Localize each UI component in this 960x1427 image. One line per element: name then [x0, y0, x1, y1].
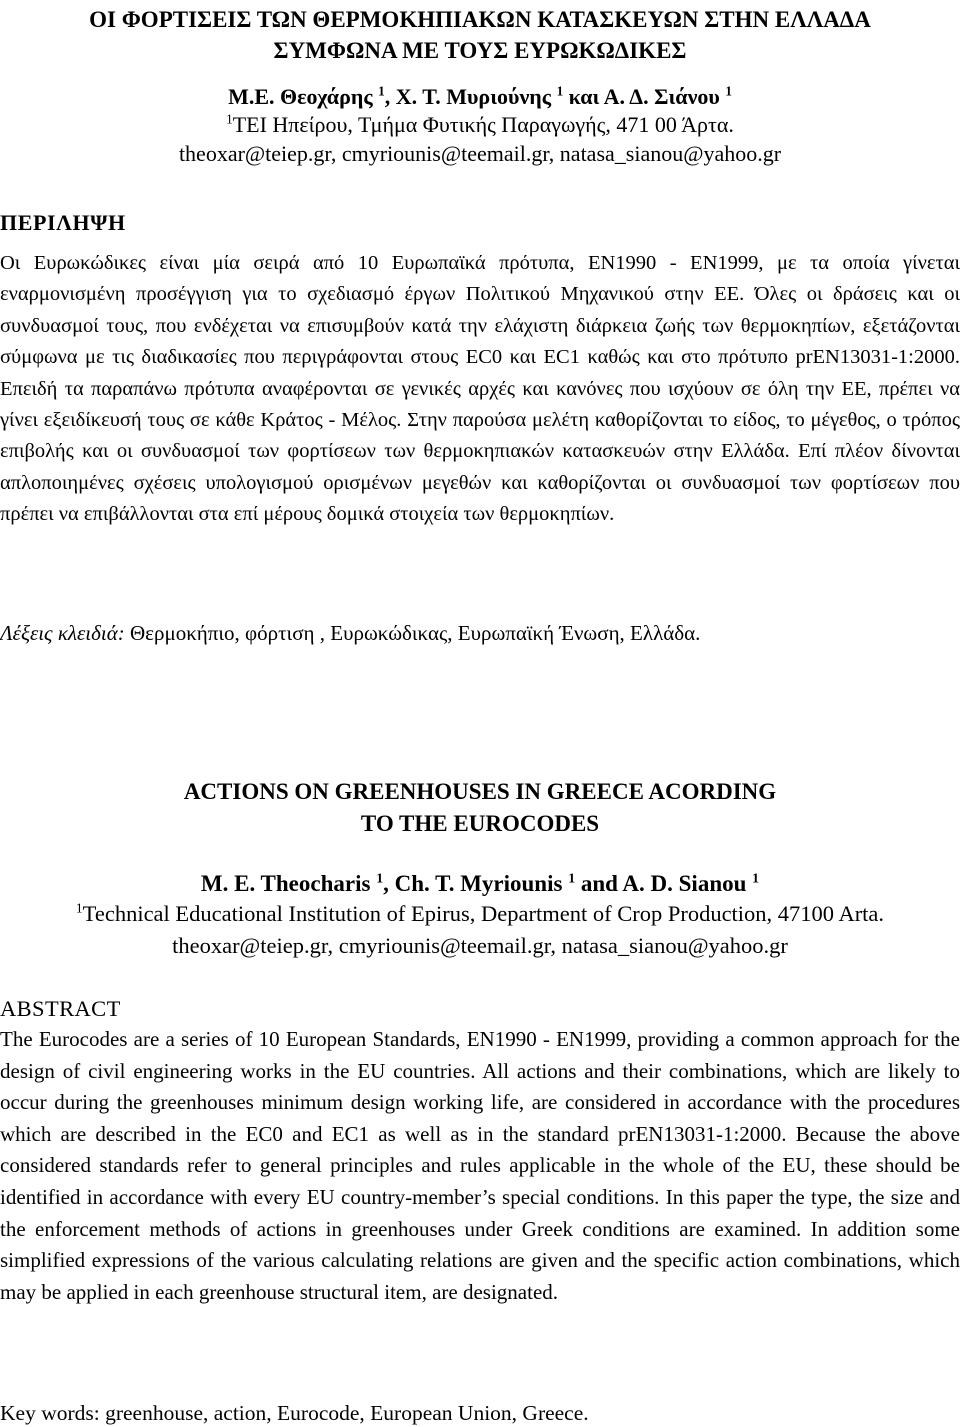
greek-title-line2: ΣΥΜΦΩΝΑ ΜΕ ΤΟΥΣ ΕΥΡΩΚΩΔΙΚΕΣ [273, 38, 687, 63]
greek-affiliation-sup: 1 [226, 111, 233, 127]
greek-keywords-label: Λέξεις κλειδιά: [0, 621, 125, 645]
greek-title [0, 4, 960, 66]
greek-author1: Μ.Ε. Θεοχάρης [228, 84, 379, 109]
english-author1: M. E. Theocharis [200, 871, 377, 896]
english-authors [0, 870, 960, 898]
english-author2: , Ch. T. Myriounis [383, 871, 569, 896]
english-keywords: Key words: greenhouse, action, Eurocode, European Union, Greece. [0, 1401, 589, 1425]
greek-abstract: Οι Ευρωκώδικες είναι μία σειρά από 10 Ευρωπαϊκά πρότυπα, ΕΝ1990 - ΕΝ1999, με τα οποία γίνεται εναρμονισμένη προσέγγιση για το σχεδιασμό έργων Πολιτικού Μηχανικού στην ΕΕ. Όλες οι δράσεις και οι συνδυασμοί τους, που ενδέχεται να επισυμβούν κατά την ελάχιστη διάρκεια ζωής των θερμοκηπίων, εξετάζονται σύμφωνα με τις διαδικασίες που περιγράφονται στους ΕC0 και EC1 καθώς και στο πρότυπο prEN13031-1:2000. Επειδή τα παραπάνω πρότυπα αναφέρονται σε γενικές αρχές και κανόνες που ισχύουν σε όλη την ΕΕ, πρέπει να γίνει εξειδίκευσή τους σε κάθε Κράτος - Μέλος. Στην παρούσα μελέτη καθορίζονται το είδος, το μέγεθος, ο τρόπος επιβολής και οι συνδυασμοί των φορτίσεων των θερμοκηπιακών κατασκευών στην Ελλάδα. Επί πλέον δίνονται απλοποιημένες σχέσεις υπολογισμού ορισμένων μεγεθών και καθορίζονται οι συνδυασμοί των φορτίσεων που πρέπει να επιβάλλονται στα επί μέρους δομικά στοιχεία των θερμοκηπίων. [0, 252, 960, 526]
english-author1-sup: 1 [376, 870, 384, 886]
english-title [0, 776, 960, 840]
greek-affiliation [0, 112, 960, 138]
english-affiliation-sup: 1 [75, 900, 83, 916]
english-abstract-heading: ABSTRACT [0, 996, 121, 1021]
greek-title-line1: ΟΙ ΦΟΡΤΙΣΕΙΣ ΤΩΝ ΘΕΡΜΟΚΗΠΙΑΚΩΝ ΚΑΤΑΣΚΕΥΩΝ ΣΤΗΝ ΕΛΛΑΔΑ [89, 7, 871, 32]
english-affiliation-text: Technical Educational Institution of Epirus, Department of Crop Production, 47100 Arta. [82, 901, 885, 926]
english-abstract: The Eurocodes are a series of 10 European Standards, EN1990 - EN1999, providing a common approach for the design of civil engineering works in the EU countries. All actions and their combinations, which are likely to occur during the greenhouses minimum design working life, are considered in accordance with the procedures which are described in the EC0 and EC1 as well as in the standard prEN13031-1:2000. Because the above considered standards refer to general principles and rules applicable in the whole of the EU, these should be identified in accordance with every EU country-member’s special conditions. In this paper the type, the size and the enforcement methods of actions in greenhouses under Greek conditions are examined. In addition some simplified expressions of the various calculating relations are given and the specific action combinations, which may be applied in each greenhouse structural item, are designated. [0, 1027, 960, 1304]
greek-author3: και Α. Δ. Σιάνου [563, 84, 726, 109]
greek-emails: theoxar@teiep.gr, cmyriounis@teemail.gr, natasa_sianou@yahoo.gr [178, 141, 782, 166]
greek-abstract-heading: ΠΕΡΙΛΗΨΗ [0, 210, 126, 235]
greek-author1-sup: 1 [378, 83, 385, 99]
greek-keywords [0, 620, 700, 646]
english-affiliation [0, 900, 960, 928]
greek-authors [0, 84, 960, 110]
greek-keywords-text: Θερμοκήπιο, φόρτιση , Ευρωκώδικας, Ευρωπαϊκή Ένωση, Ελλάδα. [124, 621, 701, 645]
english-author3-sup: 1 [752, 870, 760, 886]
english-author2-sup: 1 [568, 870, 576, 886]
english-author3: and A. D. Sianou [575, 871, 753, 896]
english-title-line2: TO THE EUROCODES [360, 811, 600, 836]
greek-affiliation-text: ΤΕΙ Ηπείρου, Τμήμα Φυτικής Παραγωγής, 471 00 Άρτα. [232, 112, 734, 137]
english-title-line1: ACTIONS ON GREENHOUSES IN GREECE ACORDING [183, 779, 777, 804]
greek-author3-sup: 1 [725, 83, 732, 99]
greek-author2: , Χ. Τ. Μυριούνης [384, 84, 557, 109]
english-emails: theoxar@teiep.gr, cmyriounis@teemail.gr, natasa_sianou@yahoo.gr [172, 933, 788, 958]
greek-author2-sup: 1 [556, 83, 564, 99]
